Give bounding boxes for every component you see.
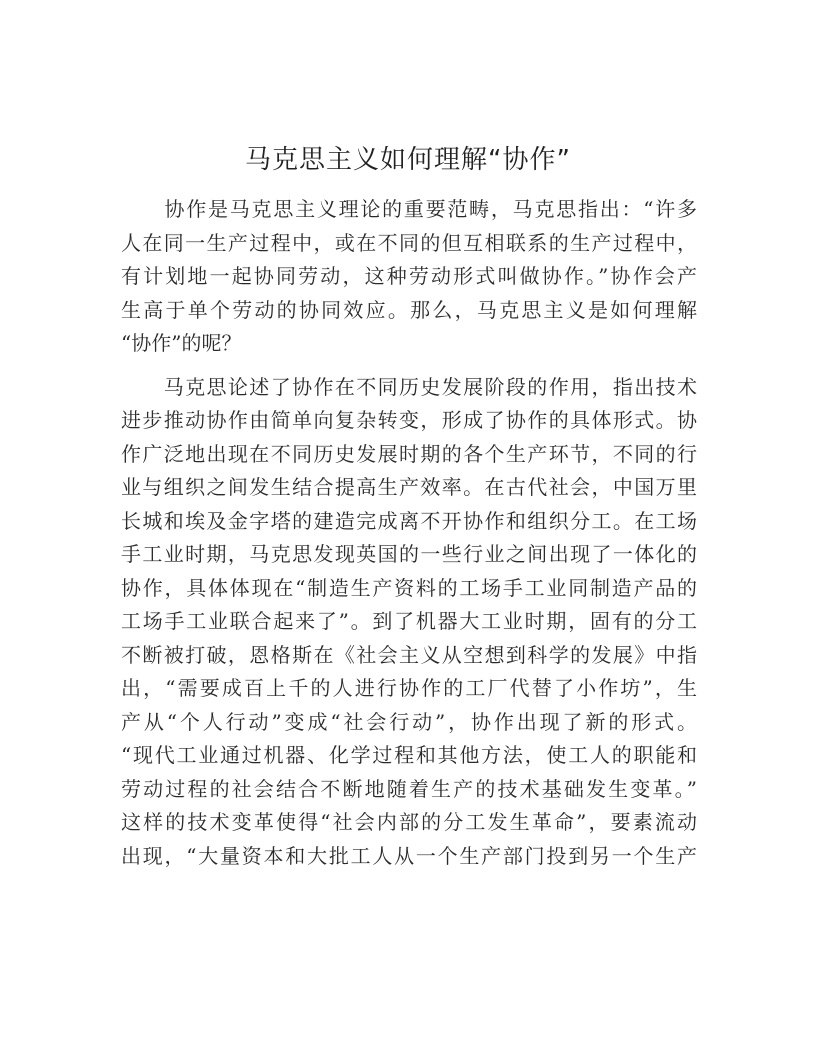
text-line: 手工业时期，马克思发现英国的一些行业之间出现了一体化的 [121, 542, 697, 566]
text-line: 协作，具体体现在“制造生产资料的工场手工业同制造产品的 [121, 575, 697, 600]
text-line: 人在同一生产过程中，或在不同的但互相联系的生产过程中， [121, 230, 697, 255]
text-line: 进步推动协作由简单向复杂转变，形成了协作的具体形式。协 [121, 408, 697, 432]
page-title: 马克思主义如何理解“协作” [245, 145, 571, 175]
document-body [121, 193, 697, 873]
text-line: 不断被打破，恩格斯在《社会主义从空想到科学的发展》中指 [121, 642, 697, 667]
paragraph [121, 193, 697, 361]
text-line: 长城和埃及金字塔的建造完成离不开协作和组织分工。在工场 [121, 508, 697, 533]
text-line: 生高于单个劳动的协同效应。那么，马克思主义是如何理解 [121, 297, 697, 322]
text-line: 劳动过程的社会结合不断地随着生产的技术基础发生变革。” [121, 776, 697, 801]
text-line: 这样的技术变革使得“社会内部的分工发生革命”，要素流动 [121, 810, 697, 834]
paragraph-gap [121, 361, 697, 371]
text-line: 作广泛地出现在不同历史发展时期的各个生产环节，不同的行 [121, 441, 697, 466]
text-line: 业与组织之间发生结合提高生产效率。在古代社会，中国万里 [121, 475, 697, 499]
text-line: 产从“个人行动”变成“社会行动”，协作出现了新的形式。 [121, 709, 697, 734]
text-line: 出现，“大量资本和大批工人从一个生产部门投到另一个生产 [121, 843, 697, 868]
text-line: 协作是马克思主义理论的重要范畴，马克思指出：“许多 [121, 197, 697, 221]
text-line: 有计划地一起协同劳动，这种劳动形式叫做协作。”协作会产 [121, 264, 697, 288]
text-line: 马克思论述了协作在不同历史发展阶段的作用，指出技术 [121, 374, 697, 399]
text-line: “协作”的呢？ [121, 331, 242, 355]
text-line: 出，“需要成百上千的人进行协作的工厂代替了小作坊”，生 [121, 676, 697, 700]
text-line: 工场手工业联合起来了”。到了机器大工业时期，固有的分工 [121, 609, 697, 633]
paragraph [121, 371, 697, 874]
text-line: “现代工业通过机器、化学过程和其他方法，使工人的职能和 [121, 743, 697, 767]
